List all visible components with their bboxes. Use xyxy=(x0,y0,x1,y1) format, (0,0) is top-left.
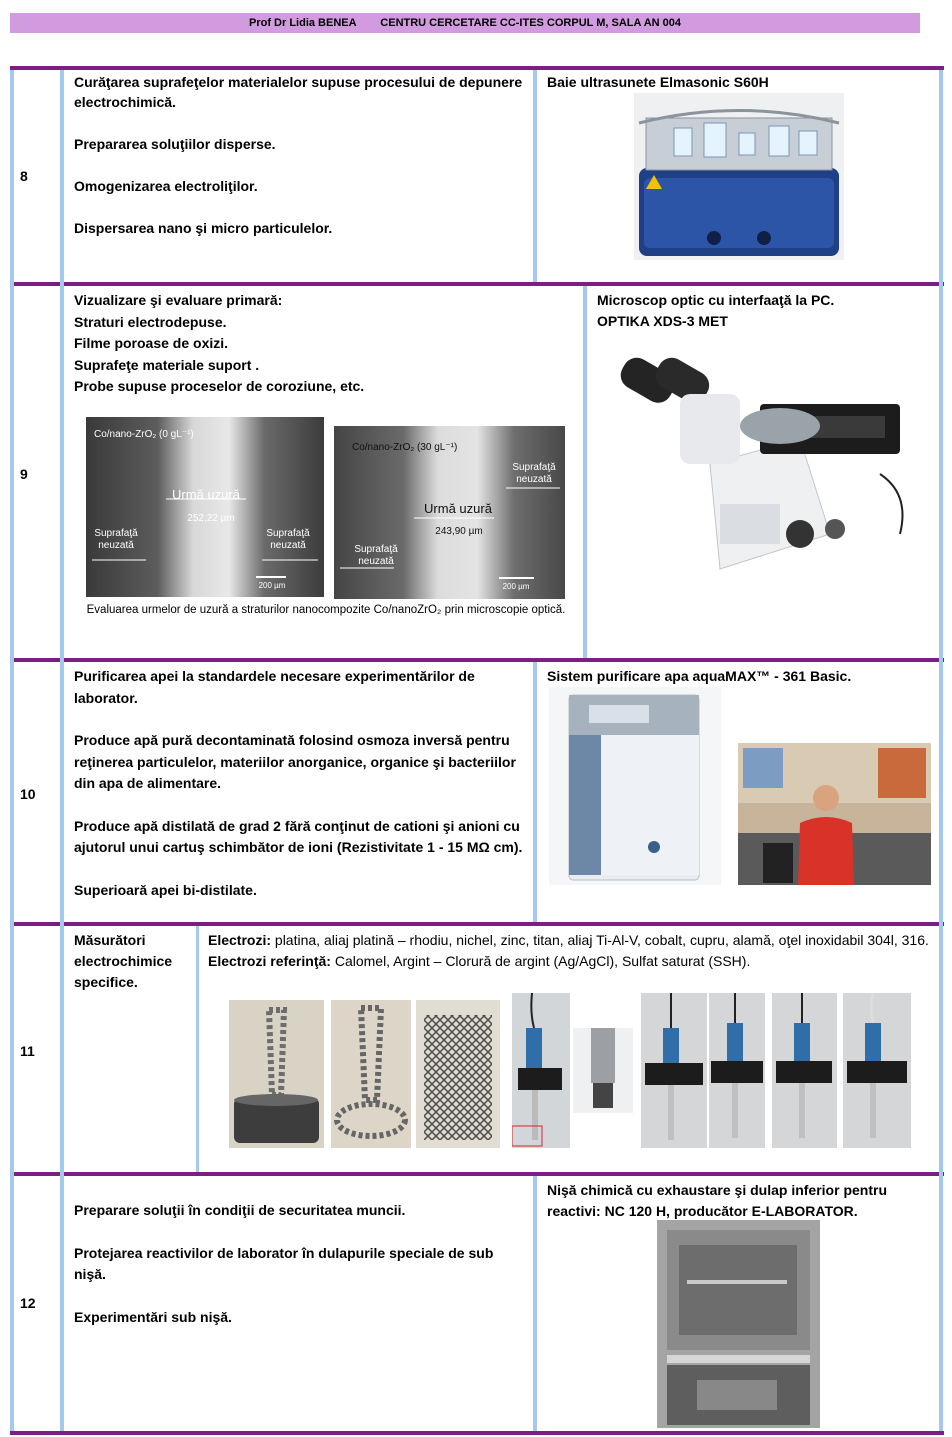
paragraph: Curăţarea suprafeţelor materialelor supuse procesului de depunere electrochimică. xyxy=(74,74,523,110)
equipment-name xyxy=(597,290,932,332)
paragraph: Dispersarea nano şi micro particulelor. xyxy=(74,220,333,236)
row-border xyxy=(10,66,944,70)
unworn-surface-label: Suprafaţă neuzată xyxy=(94,528,138,551)
wear-width-label: 252,22 µm xyxy=(187,513,235,524)
column-border xyxy=(533,1176,537,1431)
wear-width-label: 243,90 µm xyxy=(435,526,483,537)
line: Filme poroase de oxizi. xyxy=(74,335,229,351)
paragraph: Produce apă pură decontaminată folosind osmoza inversă pentru reţinerea particulelor, materiilor anorganice, organice şi bacteriilor din apa de alimentare. xyxy=(74,732,516,791)
unworn-surface-label: Suprafaţă neuzată xyxy=(266,528,310,551)
micrograph-title: Co/nano-ZrO₂ (30 gL⁻¹) xyxy=(352,442,458,453)
equipment-line: OPTIKA XDS-3 MET xyxy=(597,313,728,329)
electrode-photo-4 xyxy=(512,993,570,1148)
column-border xyxy=(10,70,14,1431)
electrodes-text: platina, aliaj platină – rhodiu, nichel, zinc, titan, aliaj Ti-Al-V, cobalt, cupru, alamă, oţel inoxidabil 304l, 316. xyxy=(271,932,929,948)
row-border xyxy=(10,1172,944,1176)
paragraph: Protejarea reactivilor de laborator în dulapurile speciale de sub nişă. xyxy=(74,1244,494,1282)
paragraph: Prepararea soluţiilor disperse. xyxy=(74,136,276,152)
row-11-title: Măsurători electrochimice specifice. xyxy=(74,932,173,990)
electrode-photo-3 xyxy=(416,1000,500,1148)
scale-bar-label: 200 µm xyxy=(502,582,530,591)
paragraph: Produce apă distilată de grad 2 fără conţinut de cationi şi anioni cu ajutorul unui cartuş schimbător de ioni (Rezistivitate 1 - 15 MΩ cm). xyxy=(74,817,523,855)
paragraph: Experimentări sub nişă. xyxy=(74,1308,232,1325)
row-number: 12 xyxy=(20,1295,36,1311)
line: Probe supuse proceselor de coroziune, etc. xyxy=(74,378,365,394)
row-number: 9 xyxy=(20,466,28,482)
paragraph: Preparare soluţii în condiţii de securitatea muncii. xyxy=(74,1202,406,1218)
electrode-photo-1 xyxy=(229,1000,324,1148)
row-11-description xyxy=(208,930,938,972)
electrode-photo-7 xyxy=(772,993,837,1148)
paragraph: Omogenizarea electroliţilor. xyxy=(74,178,258,194)
unworn-surface-label: Suprafaţă neuzată xyxy=(512,462,556,485)
row-border xyxy=(10,282,944,286)
equipment-name: Nişă chimică cu exhaustare şi dulap inferior pentru reactivi: NC 120 H, producător E-LABORATOR. xyxy=(547,1182,887,1219)
electrode-photo-6 xyxy=(709,993,765,1148)
wear-track-label: Urmă uzură xyxy=(172,487,240,502)
column-border xyxy=(533,662,537,922)
column-border xyxy=(196,926,199,1172)
fume-hood-photo xyxy=(657,1220,820,1428)
column-border xyxy=(939,70,943,1431)
wear-track-label: Urmă uzură xyxy=(424,501,492,516)
equipment-line: Microscop optic cu interfaaţă la PC. xyxy=(597,292,835,308)
page-header xyxy=(10,13,920,33)
equipment-name: Sistem purificare apa aquaMAX™ - 361 Basic. xyxy=(547,668,852,684)
ultrasonic-bath-photo xyxy=(634,93,844,260)
row-number: 8 xyxy=(20,168,28,184)
row-9-description xyxy=(74,290,574,398)
paragraph: Purificarea apei la standardele necesare experimentărilor de laborator. xyxy=(74,668,475,706)
paragraph: Superioară apei bi-distilate. xyxy=(74,881,257,898)
scale-bar-label: 200 µm xyxy=(258,581,286,590)
electrode-detail-photo xyxy=(573,1028,633,1113)
row-number: 11 xyxy=(20,1043,35,1059)
row-border xyxy=(10,922,944,926)
electrode-photo-2 xyxy=(331,1000,411,1148)
micrograph-left xyxy=(86,417,324,597)
row-10-description xyxy=(74,666,529,901)
electrode-photo-8 xyxy=(843,993,911,1148)
line: Suprafeţe materiale suport . xyxy=(74,356,260,373)
row-number: 10 xyxy=(20,786,36,802)
reference-electrodes-label: Electrozi referinţă: xyxy=(208,953,331,969)
row-12-description xyxy=(74,1200,524,1328)
row-border xyxy=(10,1431,944,1435)
column-border xyxy=(60,70,64,1431)
unworn-surface-label: Suprafaţă neuzată xyxy=(354,544,398,567)
column-border xyxy=(533,70,537,282)
column-border xyxy=(583,286,587,658)
water-purifier-photo xyxy=(549,687,721,885)
micrograph-right xyxy=(334,426,565,599)
micrograph-title: Co/nano-ZrO₂ (0 gL⁻¹) xyxy=(94,429,194,440)
header-author: Prof Dr Lidia BENEA xyxy=(249,17,357,29)
electrodes-label: Electrozi: xyxy=(208,932,272,948)
microscope-photo xyxy=(600,344,920,584)
electrode-photo-5 xyxy=(641,993,707,1148)
lab-operator-photo xyxy=(738,743,931,885)
line: Straturi electrodepuse. xyxy=(74,313,227,330)
line: Vizualizare şi evaluare primară: xyxy=(74,292,283,308)
row-8-description xyxy=(74,72,524,260)
reference-electrodes-text: Calomel, Argint – Clorură de argint (Ag/AgCl), Sulfat saturat (SSH). xyxy=(330,953,751,969)
row-border xyxy=(10,658,944,662)
header-center: CENTRU CERCETARE CC-ITES CORPUL M, SALA AN 004 xyxy=(380,17,681,29)
equipment-name: Baie ultrasunete Elmasonic S60H xyxy=(547,74,769,90)
figure-caption: Evaluarea urmelor de uzură a straturilor nanocompozite Co/nanoZrO₂ prin microscopie optică. xyxy=(86,604,566,616)
